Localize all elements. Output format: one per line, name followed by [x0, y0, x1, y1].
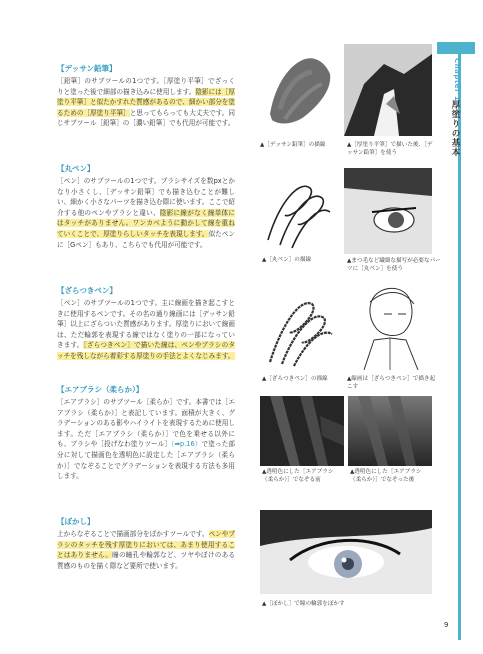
pen-stroke-image [260, 170, 340, 250]
chapter-tab [437, 42, 475, 54]
pencil-stroke-image [260, 44, 340, 136]
section-title: 【ざらつきペン】 [57, 286, 117, 295]
section-body: ［ペン］のサブツールの1つです。主に線画を描き起こすときに使用するペンです。その名の通り線画には［デッサン鉛筆］以上にざらついた質感があります。厚塗りにおいて線画は、ただ輪郭を表現する線ではなく塗りの一部になっていきます。［ざらつきペン］で描いた線は、ペンやブラシのタッチを残しながら着彩する厚塗りの手法とよくなじみます。 [57, 299, 235, 360]
section-rough-pen [57, 286, 235, 362]
section-airbrush [57, 385, 235, 482]
rough-example-image [344, 280, 432, 370]
caption-pencil-example: ▲［厚塗り平筆］で描いた後、［デッサン鉛筆］を使う [347, 142, 433, 156]
pencil-example-image [344, 44, 432, 136]
section-body: ［ペン］のサブツールの1つです。ブラシサイズを数pxとかなり小さくし、［デッサン鉛筆］でも描き込むことが難しい、細かく小さなパーツを描き込む際に使います。ここで紹介する他のペンやブラシと違い、陰影に線がなく線単体にはタッチがありません。ワンカベように動かして線を重ねていくことで、厚塗りらしいタッチを表現します。似たペンに［Gペン］もあり、こちらでも代用が可能です。 [57, 177, 236, 249]
section-body: ［エアブラシ］のサブツール［柔らか］です。本書では［エアブラシ（柔らか）］と表記しています。面積が大きく、グラデーションのある影やハイライトを表現するために使用します。ただ［エアブラシ（柔らか）］で色を乗せる以外にも、ブラシや［投げなわ塗りツール］（➡p.16）で塗った部分に対して描画色を透明色に設定した［エアブラシ（柔らか）］でなぞることでグラデーションを表現する方法も多用します。 [57, 398, 236, 481]
section-blur [57, 517, 235, 571]
page-number: 9 [444, 621, 449, 629]
caption-rough-example: ▲線画は［ざらつきペン］で描き起こす [347, 376, 436, 390]
airbrush-before-image [260, 396, 344, 466]
section-body: 上からなぞることで描画部分をぼかすツールです。ペンやブラシのタッチを残す厚塗りにおいては、あまり使用することはありません。瞳の瞳孔や輪郭など、ツヤやぼけのある質感のものを描く際など要所で使います。 [57, 530, 236, 570]
highlight: ペンやブラシのタッチを残す厚塗りにおいては、あまり使用することはありません。 [57, 530, 236, 560]
caption-pen-stroke: ▲［丸ペン］の描線 [262, 257, 312, 263]
section-title: 【ぼかし】 [57, 517, 95, 526]
chapter-label: Chapter 1 [453, 58, 461, 102]
highlight: 陰影に線がなく線単体にはタッチがありません。ワンカベように動かして線を重ねていくことで、厚塗りらしいタッチを表現します。 [57, 208, 235, 238]
caption-blur-example: ▲［ぼかし］で瞳の輪郭をぼかす [262, 601, 345, 607]
page-reference-link[interactable]: （➡p.16） [171, 440, 202, 449]
section-body: ［鉛筆］のサブツールの1つです。［厚塗り平筆］でざっくりと塗った後で細部の描き込みに使用します。陰影には［厚塗り平筆］と似たかすれた質感があるので、細かい部分を塗るための［厚塗り平筆］と思ってもらっても大丈夫です。同じサブツール［鉛筆］の［濃い鉛筆］でも代用が可能です。 [57, 77, 236, 128]
rough-stroke-image [260, 284, 340, 368]
blur-example-image [260, 510, 432, 594]
caption-pen-example: ▲まつ毛など繊細な描写が必要なパーツに［丸ペン］を使う [347, 258, 441, 272]
caption-airbrush-before: ▲透明色にした［エアブラシ（柔らか）］でなぞる前 [262, 469, 334, 483]
section-title: 【エアブラシ（柔らか）】 [57, 385, 144, 394]
highlight: 陰影には［厚塗り平筆］と似たかすれた質感があるので、細かい部分を塗るための［厚塗り平筆］ [57, 87, 235, 117]
pen-example-image [344, 168, 432, 254]
highlight: ［ざらつきペン］で描いた線は、ペンやブラシのタッチを残しながら着彩する厚塗りの手法とよくなじみます。 [57, 341, 235, 360]
caption-airbrush-after: ▲透明色にした［エアブラシ（柔らか）］でなぞった後 [350, 469, 422, 483]
section-title: 【丸ペン】 [57, 164, 95, 173]
airbrush-after-image [348, 396, 432, 466]
caption-rough-stroke: ▲［ざらつきペン］の描線 [262, 376, 328, 382]
caption-pencil-stroke: ▲［デッサン鉛筆］の描線 [260, 142, 326, 148]
section-dessin-pencil [57, 64, 235, 129]
section-round-pen [57, 164, 235, 250]
chapter-title: 厚塗りの基本 [450, 100, 460, 157]
section-title: 【デッサン鉛筆】 [57, 64, 117, 73]
